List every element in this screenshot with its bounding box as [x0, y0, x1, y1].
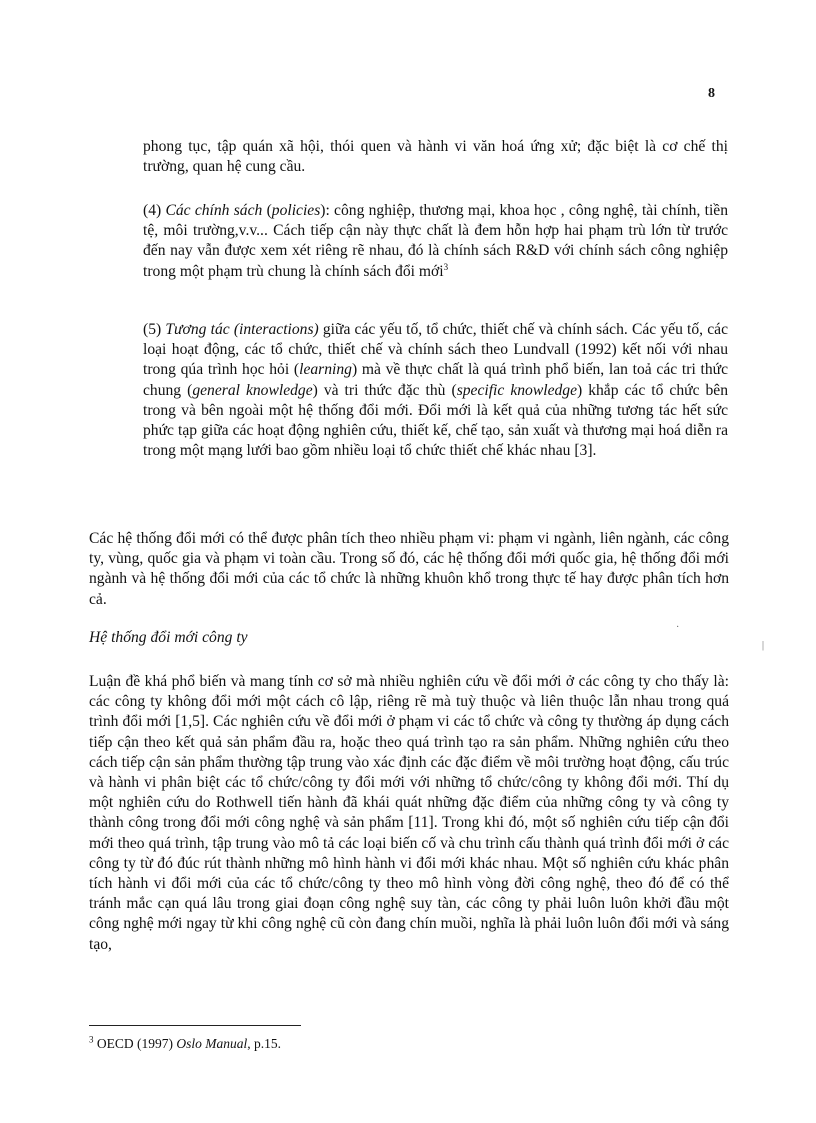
- footnote-text: , p.15.: [247, 1036, 281, 1051]
- term-interactions: Tương tác (interactions): [165, 321, 319, 338]
- footnote-title: Oslo Manual: [176, 1036, 248, 1051]
- footnote-divider: [89, 1025, 301, 1026]
- paragraph-continuation: phong tục, tập quán xã hội, thói quen và hành vi văn hoá ứng xử; đặc biệt là cơ chế thị trường, quan hệ cung cầu.: [143, 138, 728, 176]
- text-run: (: [262, 202, 272, 219]
- term-specific-knowledge: specific knowledge: [456, 381, 577, 399]
- section-heading: Hệ thống đổi mới công ty: [89, 629, 248, 646]
- text-run: ) khắp các tổ chức bên trong và bên ngoài một hệ thống đổi mới. Đổi mới là kết quả của những tương tác hết sức phức tạp giữa các hoạt động nghiên cứu, thiết kế, chế tạo, sản xuất và thương mại hoá diễn ra trong một mạng lưới bao gồm nhiều loại tổ chức thiết chế khác nhau [3].: [143, 381, 729, 460]
- page-number: 8: [708, 86, 715, 101]
- footnote: [89, 1036, 281, 1052]
- term-general-knowledge: general knowledge: [192, 381, 313, 399]
- term-policies: Các chính sách: [165, 202, 263, 219]
- scan-speck: |: [762, 640, 765, 651]
- text-run: giữa các yếu tố, tổ chức, thiết chế và chính sách. Các yếu tố, các loại hoạt động, các tổ chức, thiết chế và chính sách theo Lundvall (1992) kết nối với nhau trong qúa trình học hỏi (: [143, 321, 728, 379]
- paragraph-company-innovation: Luận đề khá phổ biến và mang tính cơ sở mà nhiều nghiên cứu về đổi mới ở các công ty cho thấy là: các công ty không đổi mới một cách cô lập, riêng rẽ mà tuỳ thuộc và liên thuộc lẫn nhau trong quá trình đổi mới [1,5]. Các nghiên cứu về đổi mới ở phạm vi các tổ chức và công ty thường áp dụng cách tiếp cận theo kết quả sản phẩm đầu ra, hoặc theo quá trình tạo ra sản phẩm. Những nghiên cứu theo cách tiếp cận sản phẩm thường tập trung vào xác định các đặc điểm về môi trường hoạt động, cấu trúc và hành vi phân biệt các tổ chức/công ty đổi mới với những tổ chức/công ty không đổi mới. Thí dụ một nghiên cứu do Rothwell tiến hành đã khái quát những đặc điểm của những công ty và công ty thành công trong đổi mới công nghệ và sản phẩm [11]. Trong khi đó, một số nghiên cứu tiếp cận đổi mới theo quá trình, tập trung vào mô tả các loại biến cố và chu trình cấu thành quá trình đổi mới ở các công ty từ đó đúc rút thành những mô hình hành vi đổi mới khác nhau. Một số nghiên cứu khác phân tích hành vi đổi mới của các tổ chức/công ty theo mô hình vòng đời công nghệ, theo đó để có thể tránh mắc cạn quá lâu trong giai đoạn công nghệ suy tàn, các công ty phải luôn luôn khởi đầu một công nghệ mới ngay từ khi công nghệ cũ còn đang chín muồi, nghĩa là phải luôn luôn đổi mới và sáng tạo,: [89, 673, 729, 953]
- paragraph-interactions: [143, 320, 728, 461]
- footnote-number: 3: [89, 1034, 94, 1045]
- scan-speck: ·: [676, 622, 680, 633]
- term-policies-en: policies: [271, 202, 321, 219]
- list-number: (4): [143, 202, 166, 219]
- text-run: ) và tri thức đặc thù (: [312, 381, 457, 399]
- term-learning: learning: [299, 361, 352, 379]
- paragraph-system-scopes: Các hệ thống đổi mới có thể được phân tích theo nhiều phạm vi: phạm vi ngành, liên ngành, các công ty, vùng, quốc gia và phạm vi toàn cầu. Trong số đó, các hệ thống đổi mới quốc gia, hệ thống đổi mới ngành và hệ thống đổi mới của các tổ chức là những khuôn khổ trong thực tế hay được phân tích hơn cả.: [89, 530, 729, 608]
- footnote-ref: 3: [443, 261, 449, 272]
- text-run: ) mà về thực chất là quá trình phổ biến, lan toả các tri thức chung (: [143, 361, 728, 399]
- text-run: ): công nghiệp, thương mại, khoa học , công nghệ, tài chính, tiền tệ, môi trường,v.v... Cách tiếp cận này thực chất là đem hỗn hợp hai phạm trù lớn từ trước đến nay vẫn được xem xét riêng rẽ nhau, đó là chính sách R&D với chính sách công nghiệp trong một phạm trù chung là chính sách đổi mới: [143, 202, 728, 280]
- list-number: (5): [143, 321, 166, 338]
- paragraph-policies: [143, 201, 728, 282]
- footnote-text: OECD (1997): [93, 1036, 177, 1051]
